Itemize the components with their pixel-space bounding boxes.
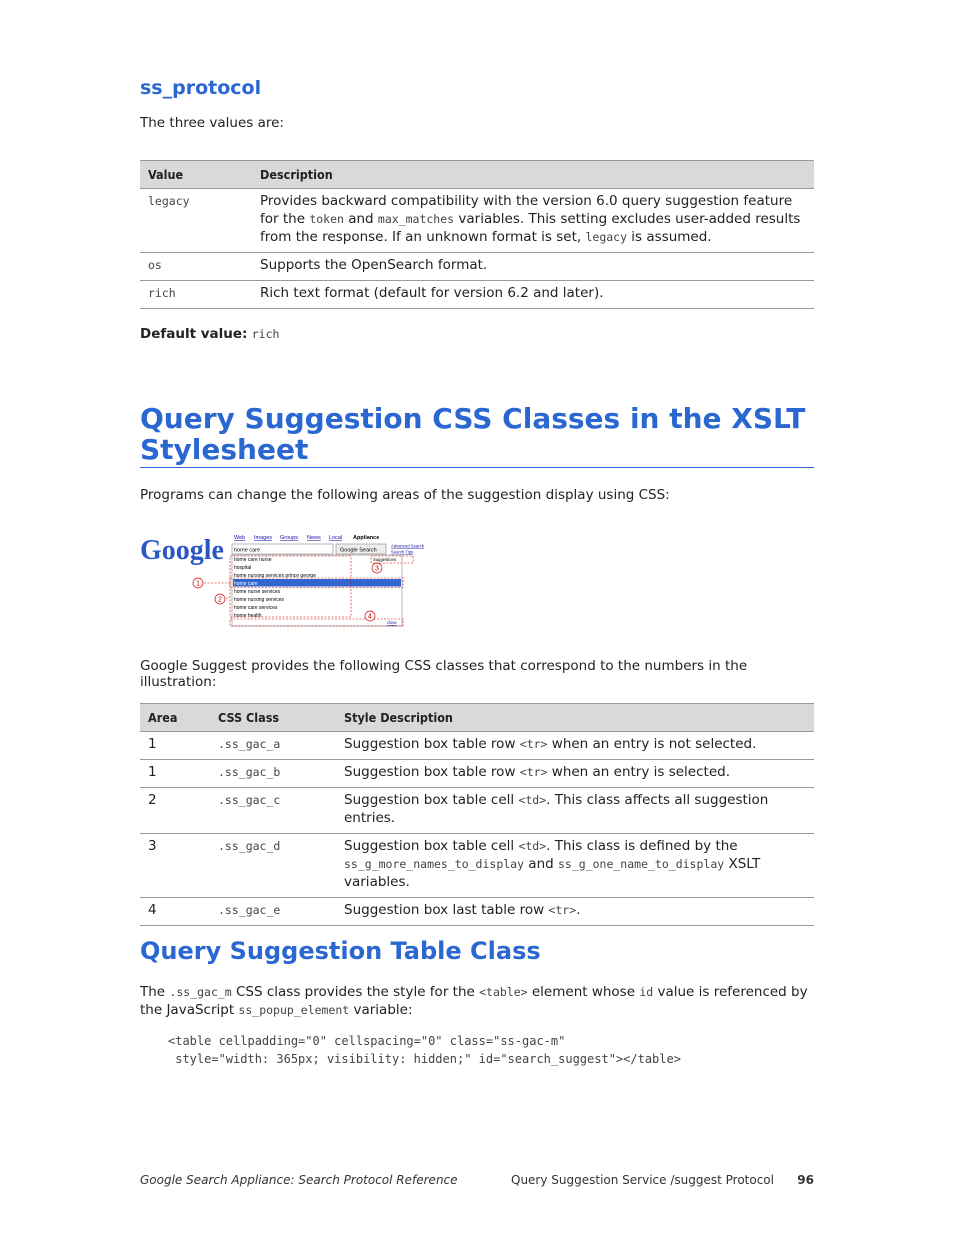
suggestion-item[interactable]: home health bbox=[234, 613, 262, 619]
css-classes-table bbox=[140, 703, 814, 926]
close-link[interactable]: close bbox=[387, 620, 397, 625]
callout-3: 3 bbox=[375, 565, 379, 573]
suggest-illustration bbox=[140, 528, 440, 630]
search-input[interactable]: home care bbox=[234, 547, 260, 554]
col-header: CSS Class bbox=[210, 704, 336, 732]
col-header: Style Description bbox=[336, 704, 814, 732]
paragraph: Programs can change the following areas of the suggestion display using CSS: bbox=[140, 487, 670, 503]
selected-row-highlight bbox=[233, 579, 401, 587]
sub-heading: Query Suggestion Table Class bbox=[140, 937, 541, 965]
class-cell: .ss_gac_c bbox=[210, 788, 336, 834]
class-cell: .ss_gac_e bbox=[210, 898, 336, 926]
description-cell: Suggestion box table row <tr> when an entry is not selected. bbox=[336, 732, 814, 760]
description-cell: Supports the OpenSearch format. bbox=[252, 253, 814, 281]
description-cell: Suggestion box table cell <td>. This class affects all suggestion entries. bbox=[336, 788, 814, 834]
area-cell: 4 bbox=[140, 898, 210, 926]
value-cell: rich bbox=[140, 281, 252, 309]
table-row bbox=[140, 834, 814, 898]
tab-images[interactable]: Images bbox=[254, 535, 273, 541]
class-cell: .ss_gac_b bbox=[210, 760, 336, 788]
paragraph: Google Suggest provides the following CSS classes that correspond to the numbers in the illustration: bbox=[140, 658, 748, 690]
table-header-row bbox=[140, 161, 814, 189]
table-row bbox=[140, 760, 814, 788]
table-row bbox=[140, 898, 814, 926]
suggestion-item-selected[interactable]: home care bbox=[234, 581, 258, 587]
advanced-search-link[interactable]: Advanced Search bbox=[391, 543, 425, 549]
table-row bbox=[140, 189, 814, 253]
suggestion-item[interactable]: home care services bbox=[234, 605, 278, 611]
col-header: Value bbox=[140, 161, 252, 189]
main-heading: Query Suggestion CSS Classes in the XSLT Stylesheet bbox=[140, 403, 814, 468]
intro-text: The three values are: bbox=[140, 115, 284, 131]
value-cell: os bbox=[140, 253, 252, 281]
page-number: 96 bbox=[797, 1173, 814, 1187]
values-table bbox=[140, 160, 814, 309]
table-row bbox=[140, 281, 814, 309]
tab-appliance[interactable]: Appliance bbox=[353, 535, 380, 541]
description-cell: Suggestion box table row <tr> when an entry is selected. bbox=[336, 760, 814, 788]
suggestion-item[interactable]: home nursing services bbox=[234, 597, 285, 603]
default-value: Default value: rich bbox=[140, 326, 280, 342]
suggestion-item[interactable]: hospital bbox=[234, 565, 252, 571]
col-header: Area bbox=[140, 704, 210, 732]
area-cell: 3 bbox=[140, 834, 210, 898]
table-row bbox=[140, 732, 814, 760]
suggestion-item[interactable]: home nurse services bbox=[234, 589, 281, 595]
footer-chapter: Query Suggestion Service /suggest Protocol bbox=[511, 1173, 774, 1187]
class-cell: .ss_gac_a bbox=[210, 732, 336, 760]
callout-4: 4 bbox=[368, 613, 372, 621]
suggestions-label: Suggestions bbox=[373, 557, 397, 562]
description-cell: Provides backward compatibility with the version 6.0 query suggestion feature for the token and max_matches variables. This setting excludes user-added results from the response. If an unknown format is set, legacy is assumed. bbox=[252, 189, 814, 253]
description-cell: Suggestion box last table row <tr>. bbox=[336, 898, 814, 926]
area-cell: 1 bbox=[140, 760, 210, 788]
value-cell: legacy bbox=[140, 189, 252, 253]
tab-groups[interactable]: Groups bbox=[280, 535, 299, 541]
suggestion-item[interactable]: home care nurse bbox=[234, 557, 272, 563]
description-cell: Suggestion box table cell <td>. This class is defined by the ss_g_more_names_to_display and ss_g_one_name_to_display XSLT variables. bbox=[336, 834, 814, 898]
code-block: <table cellpadding="0" cellspacing="0" class="ss-gac-m" style="width: 365px; visibility: hidden;" id="search_suggest"></table> bbox=[168, 1034, 681, 1066]
footer-doc-title: Google Search Appliance: Search Protocol Reference bbox=[140, 1173, 458, 1187]
col-header: Description bbox=[252, 161, 814, 189]
table-row bbox=[140, 253, 814, 281]
tab-web[interactable]: Web bbox=[234, 535, 246, 541]
area-cell: 1 bbox=[140, 732, 210, 760]
area-cell: 2 bbox=[140, 788, 210, 834]
section-title: ss_protocol bbox=[140, 77, 262, 99]
callout-1: 1 bbox=[196, 580, 200, 588]
suggestion-item[interactable]: home nursing services prince george bbox=[234, 573, 316, 579]
tab-news[interactable]: News bbox=[307, 535, 321, 541]
callout-2: 2 bbox=[218, 596, 222, 604]
table-header-row bbox=[140, 704, 814, 732]
paragraph: The .ss_gac_m CSS class provides the style for the <table> element whose id value is referenced by the JavaScript ss_popup_element variable: bbox=[140, 984, 808, 1018]
google-logo: Google bbox=[140, 535, 224, 566]
class-cell: .ss_gac_d bbox=[210, 834, 336, 898]
description-cell: Rich text format (default for version 6.2 and later). bbox=[252, 281, 814, 309]
table-row bbox=[140, 788, 814, 834]
search-tips-link[interactable]: Search Tips bbox=[391, 549, 414, 555]
tab-local[interactable]: Local bbox=[329, 535, 343, 541]
search-button-label: Google Search bbox=[340, 547, 377, 554]
